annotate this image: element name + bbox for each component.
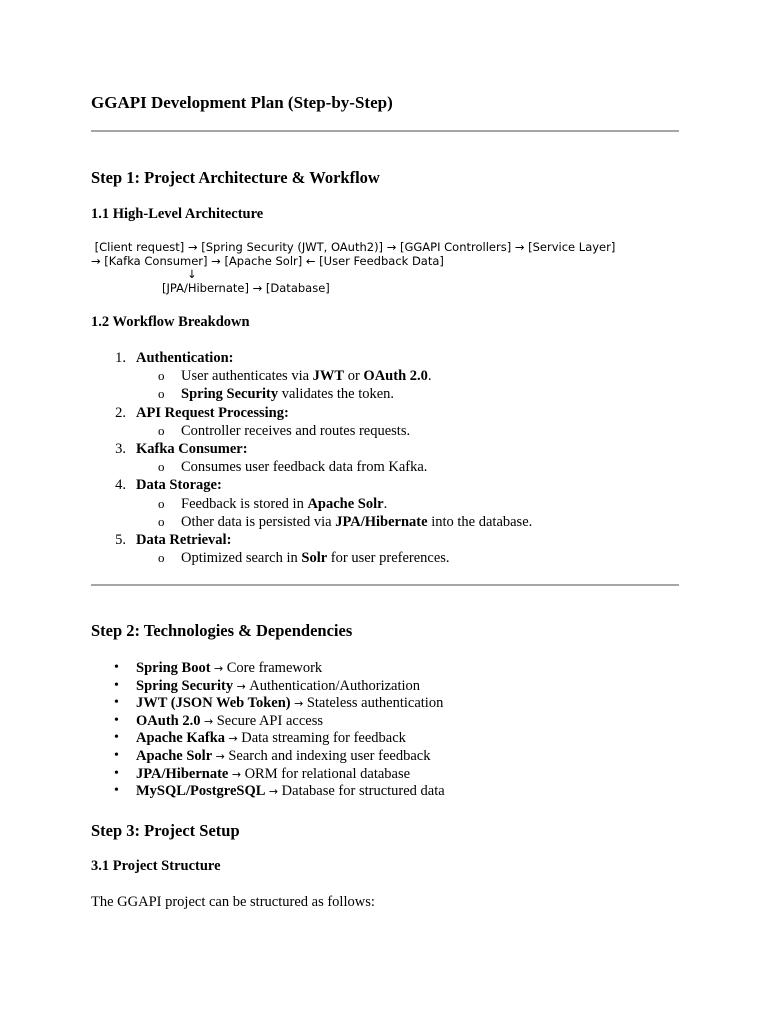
technology-text	[136, 782, 445, 801]
workflow-item-number: 5.	[115, 532, 126, 548]
workflow-item-label: Data Storage:	[136, 477, 222, 494]
technology-text	[136, 677, 420, 696]
bullet: •	[114, 677, 119, 693]
technology-name: Apache Kafka	[136, 730, 226, 747]
structure-intro: The GGAPI project can be structured as follows:	[91, 894, 375, 910]
workflow-item-label: Data Retrieval:	[136, 532, 232, 548]
arrow-icon: →	[212, 750, 229, 763]
arrow-icon: →	[233, 679, 250, 693]
architecture-line: [Client request] → [Spring Security (JWT, OAuth2)] → [GGAPI Controllers] → [Service Layer]	[91, 240, 616, 254]
workflow-heading: 1.2 Workflow Breakdown	[91, 314, 250, 330]
workflow-subitem-text: Controller receives and routes requests.	[181, 422, 411, 439]
divider	[91, 130, 679, 132]
technology-text	[136, 729, 406, 748]
arrow-icon: →	[225, 732, 242, 746]
sub-bullet: o	[158, 550, 165, 566]
step3-heading: Step 3: Project Setup	[91, 821, 240, 840]
sub-bullet: o	[158, 422, 165, 438]
technology-name: JPA/Hibernate	[136, 765, 229, 782]
sub-bullet: o	[158, 513, 165, 529]
architecture-down-arrow: ↓	[187, 267, 197, 281]
arrow-icon: →	[290, 697, 307, 711]
arrow-icon: →	[200, 714, 217, 728]
bullet: •	[114, 730, 119, 746]
technology-text	[136, 747, 430, 766]
technology-text	[136, 659, 322, 678]
technology-name: Spring Security	[136, 677, 234, 694]
technology-name: Spring Boot	[136, 660, 211, 676]
sub-bullet: o	[158, 368, 165, 384]
technology-description: Data streaming for feedback	[241, 730, 406, 747]
technology-text	[136, 712, 323, 731]
document-title: GGAPI Development Plan (Step-by-Step)	[91, 93, 393, 112]
technology-name: JWT (JSON Web Token)	[136, 695, 291, 712]
technology-description: Database for structured data	[281, 783, 445, 800]
technology-description: Authentication/Authorization	[249, 677, 421, 694]
bullet: •	[114, 765, 119, 781]
workflow-item-number: 3.	[115, 441, 126, 457]
workflow-item-label: Kafka Consumer:	[136, 441, 248, 457]
sub-bullet: o	[158, 459, 165, 475]
architecture-line: [JPA/Hibernate] → [Database]	[162, 281, 330, 295]
technology-description: ORM for relational database	[244, 765, 411, 782]
architecture-heading: 1.1 High-Level Architecture	[91, 206, 264, 222]
structure-heading: 3.1 Project Structure	[91, 858, 221, 874]
technology-description: Secure API access	[216, 712, 323, 729]
technology-text	[136, 694, 443, 713]
arrow-icon: →	[210, 662, 227, 675]
technology-name: Apache Solr	[136, 748, 213, 764]
bullet: •	[114, 660, 119, 675]
sub-bullet: o	[158, 386, 165, 402]
step2-heading: Step 2: Technologies & Dependencies	[91, 621, 353, 640]
technology-description: Stateless authentication	[306, 695, 444, 712]
technology-name: OAuth 2.0	[136, 712, 201, 729]
workflow-item-label: API Request Processing:	[136, 404, 289, 421]
bullet: •	[114, 783, 119, 799]
workflow-subitem-text: Other data is persisted via JPA/Hibernate into the database.	[181, 513, 533, 530]
divider	[91, 584, 679, 586]
technology-name: MySQL/PostgreSQL	[136, 783, 266, 800]
bullet: •	[114, 712, 119, 728]
arrow-icon: →	[265, 785, 282, 799]
workflow-item-number: 2.	[115, 404, 126, 421]
bullet: •	[114, 748, 119, 763]
technology-description: Core framework	[226, 660, 323, 676]
workflow-subitem-text: Consumes user feedback data from Kafka.	[181, 459, 428, 476]
sub-bullet: o	[158, 495, 165, 511]
technology-description: Search and indexing user feedback	[228, 748, 431, 764]
workflow-item-label: Authentication:	[136, 350, 234, 366]
workflow-subitem-text: Feedback is stored in Apache Solr.	[181, 495, 388, 512]
workflow-subitem-text: Spring Security validates the token.	[181, 386, 395, 403]
architecture-line: → [Kafka Consumer] → [Apache Solr] ← [User Feedback Data]	[91, 254, 444, 268]
technology-text	[136, 765, 410, 784]
arrow-icon: →	[228, 767, 245, 781]
workflow-item-number: 4.	[115, 477, 126, 494]
workflow-subitem-text: Optimized search in Solr for user preferences.	[181, 550, 450, 567]
bullet: •	[114, 695, 119, 711]
workflow-subitem-text: User authenticates via JWT or OAuth 2.0.	[181, 368, 432, 385]
workflow-item-number: 1.	[115, 350, 126, 366]
step1-heading: Step 1: Project Architecture & Workflow	[91, 168, 380, 187]
